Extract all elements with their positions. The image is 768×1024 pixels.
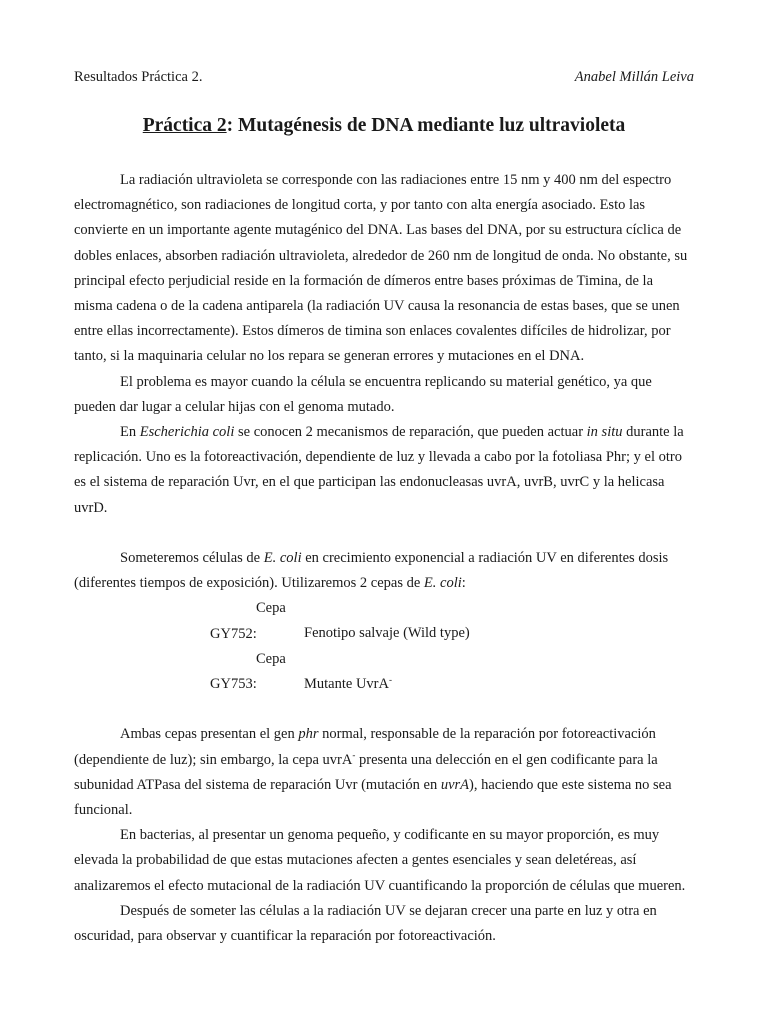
paragraph-method (74, 546, 694, 596)
paragraph-intro: La radiación ultravioleta se corresponde con las radiaciones entre 15 nm y 400 nm del espectro electromagnético, son radiaciones de longitud corta, y por tanto con alta energía asociado. Esto las convierte en un importante agente mutagénico del DNA. Las bases del DNA, por su estructura cíclica de dobles enlaces, absorben radiación ultravioleta, alrededor de 260 nm de longitud de onda. No obstante, su principal efecto perjudicial reside en la formación de dímeros entre bases próximas de Timina, de la misma cadena o de la cadena antiparela (la radiación UV causa la resonancia de estas bases, que se unen entre ellas incorrectamente). Estos dímeros de timina son enlaces covalentes difíciles de hidrolizar, por tanto, si la maquinaria celular no los repara se generan errores y mutaciones en el DNA. (74, 172, 688, 365)
gene-name: phr (298, 726, 319, 743)
paragraph-replication: El problema es mayor cuando la célula se encuentra replicando su material genético, ya que pueden dar lugar a celular hijas con el genoma mutado. (74, 373, 652, 415)
strain-line (74, 596, 694, 646)
text-run: presenta una delección en el gen codificante para la subunidad ATPasa del sistema de reparación Uvr (mutación en (74, 751, 658, 793)
species-name: Escherichia coli (139, 424, 235, 441)
paragraph-ecoli-mechanisms (74, 420, 694, 521)
strain-line (74, 647, 694, 697)
text-run: se conocen 2 mecanismos de reparación, que pueden actuar (234, 424, 587, 441)
header-author: Anabel Millán Leiva (574, 69, 694, 85)
paragraph-strains-detail (74, 722, 694, 823)
title-text: : Mutagénesis de DNA mediante luz ultravioleta (226, 115, 626, 136)
text-run: normal, responsable de la reparación por fotoreactivación (dependiente de luz); sin embargo, la cepa uvrA (74, 726, 656, 768)
superscript-minus: - (388, 674, 392, 685)
gene-name: uvrA (440, 776, 470, 793)
superscript-minus: - (352, 749, 356, 760)
title-practice-number: Práctica 2 (142, 115, 227, 136)
text-run: Ambas cepas presentan el gen (120, 726, 299, 743)
page-header (74, 69, 694, 89)
text-run: : (461, 575, 466, 592)
strain-label: Cepa GY753: (210, 650, 286, 693)
text-run: en crecimiento exponencial a radiación UV en diferentes dosis (diferentes tiempos de exposición). Utilizaremos 2 cepas de (74, 550, 669, 592)
text-run: Someteremos células de (120, 550, 264, 567)
text-run: durante la replicación. Uno es la fotoreactivación, dependiente de luz y llevada a cabo por la fotoliasa Phr; y el otro es el sistema de reparación Uvr, en el que participan las endonucleasas uvrA, uvrB, uvrC y la helicasa uvrD. (74, 424, 684, 516)
paragraph-bacteria: En bacterias, al presentar un genoma pequeño, y codificante en su mayor proporción, es muy elevada la probabilidad de que estas mutaciones afecten a gentes esenciales y sean deletéreas, así analizaremos el efecto mutacional de la radiación UV cuantificando la proporción de células que mueren. (74, 827, 686, 894)
text-run: En (120, 424, 140, 441)
document-body (74, 168, 694, 949)
species-name: E. coli (423, 575, 462, 592)
blank-line (74, 521, 694, 546)
blank-line (74, 697, 694, 722)
species-name: E. coli (263, 550, 302, 567)
latin-term: in situ (586, 424, 623, 441)
strain-description: Mutante UvrA (304, 676, 389, 693)
paragraph-photoreactivation: Después de someter las células a la radiación UV se dejaran crecer una parte en luz y otra en oscuridad, para observar y cuantificar la reparación por fotoreactivación. (74, 902, 657, 945)
strain-label: Cepa GY752: (210, 600, 286, 642)
header-left-text: Resultados Práctica 2. (74, 69, 203, 85)
strain-description: Fenotipo salvaje (Wild type) (304, 625, 470, 642)
document-title (74, 115, 694, 137)
text-run: ), haciendo que este sistema no sea funcional. (74, 776, 672, 819)
